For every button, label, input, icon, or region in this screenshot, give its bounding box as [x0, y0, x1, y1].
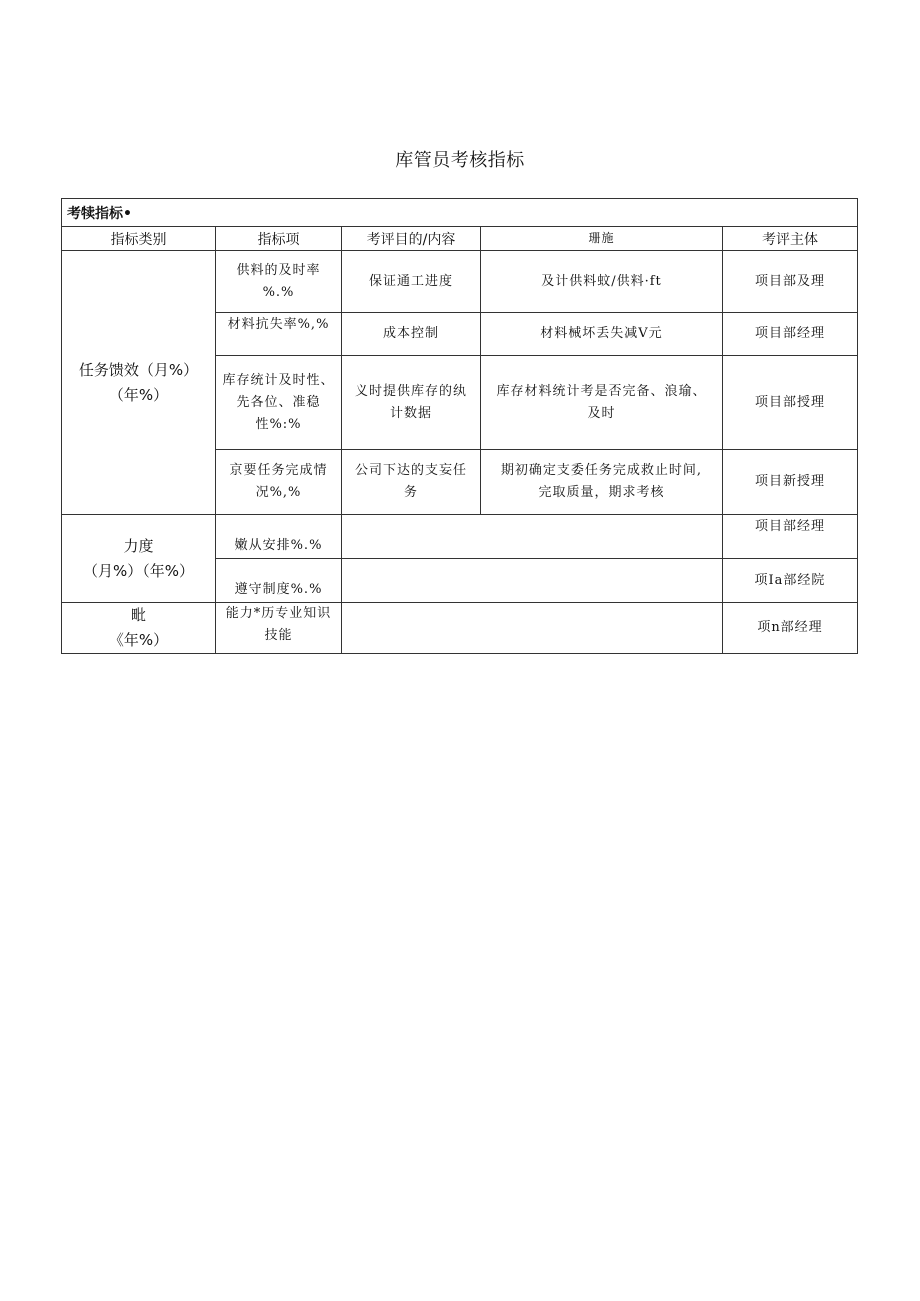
evaluator-r1: 项目部及理 [754, 273, 825, 289]
section-label: 考犊指标• [67, 205, 132, 222]
measure-supply: 及计供料蚊/供料·ft [541, 273, 662, 289]
item-compliance: 遵守制度%.% [234, 582, 323, 597]
evaluator-r5: 项目部经理 [754, 519, 825, 534]
item-ability: 能力*历专业知识 技能 [225, 606, 332, 643]
evaluator-r6: 项Ia部经院 [754, 572, 826, 588]
header-measure: 珊施 [588, 231, 615, 245]
evaluator-r7: 项n部经理 [757, 620, 823, 635]
item-material-loss: 材料抗失率%,% [227, 317, 330, 332]
purpose-company-tasks: 公司下达的支妄任 务 [354, 463, 467, 500]
evaluator-r2: 项目部经理 [754, 326, 825, 341]
category-task: 任务馈效（月%） （年%） [78, 360, 199, 404]
header-evaluator: 考评主体 [762, 231, 818, 248]
item-obedience: 嫩从安排%.% [234, 538, 323, 553]
category-ability: 毗 《年%） [108, 606, 169, 649]
purpose-inventory-data: 义时提供库存的纨 计数据 [354, 383, 467, 421]
item-supply-timeliness: 供料的及时率 %.% [236, 262, 321, 300]
evaluator-r3: 项目部授理 [754, 394, 825, 410]
purpose-cost: 成本控制 [382, 326, 439, 341]
evaluator-r4: 项目新授理 [754, 474, 825, 489]
measure-inventory: 库存材料统计考是否完备、浪瑜、 及时 [496, 383, 707, 421]
measure-loss: 材料械坏丢失减V元 [540, 326, 663, 341]
header-category: 指标类别 [110, 231, 167, 248]
purpose-progress: 保证通工进度 [368, 273, 453, 289]
item-inventory-stats: 库存统计及时性、 先各位、准稳 性%:% [222, 372, 335, 432]
item-key-tasks: 京要任务完成情 况%,% [229, 463, 328, 500]
header-purpose: 考评目的/内容 [366, 231, 456, 248]
page-title: 库管员考核指标 [395, 150, 525, 171]
measure-tasks: 期初确定支委任务完成救止时间, 完取质量，期求考核 [500, 463, 703, 500]
category-attitude: 力度 （月%）（年%） [82, 536, 194, 580]
header-item: 指标项 [257, 231, 300, 248]
